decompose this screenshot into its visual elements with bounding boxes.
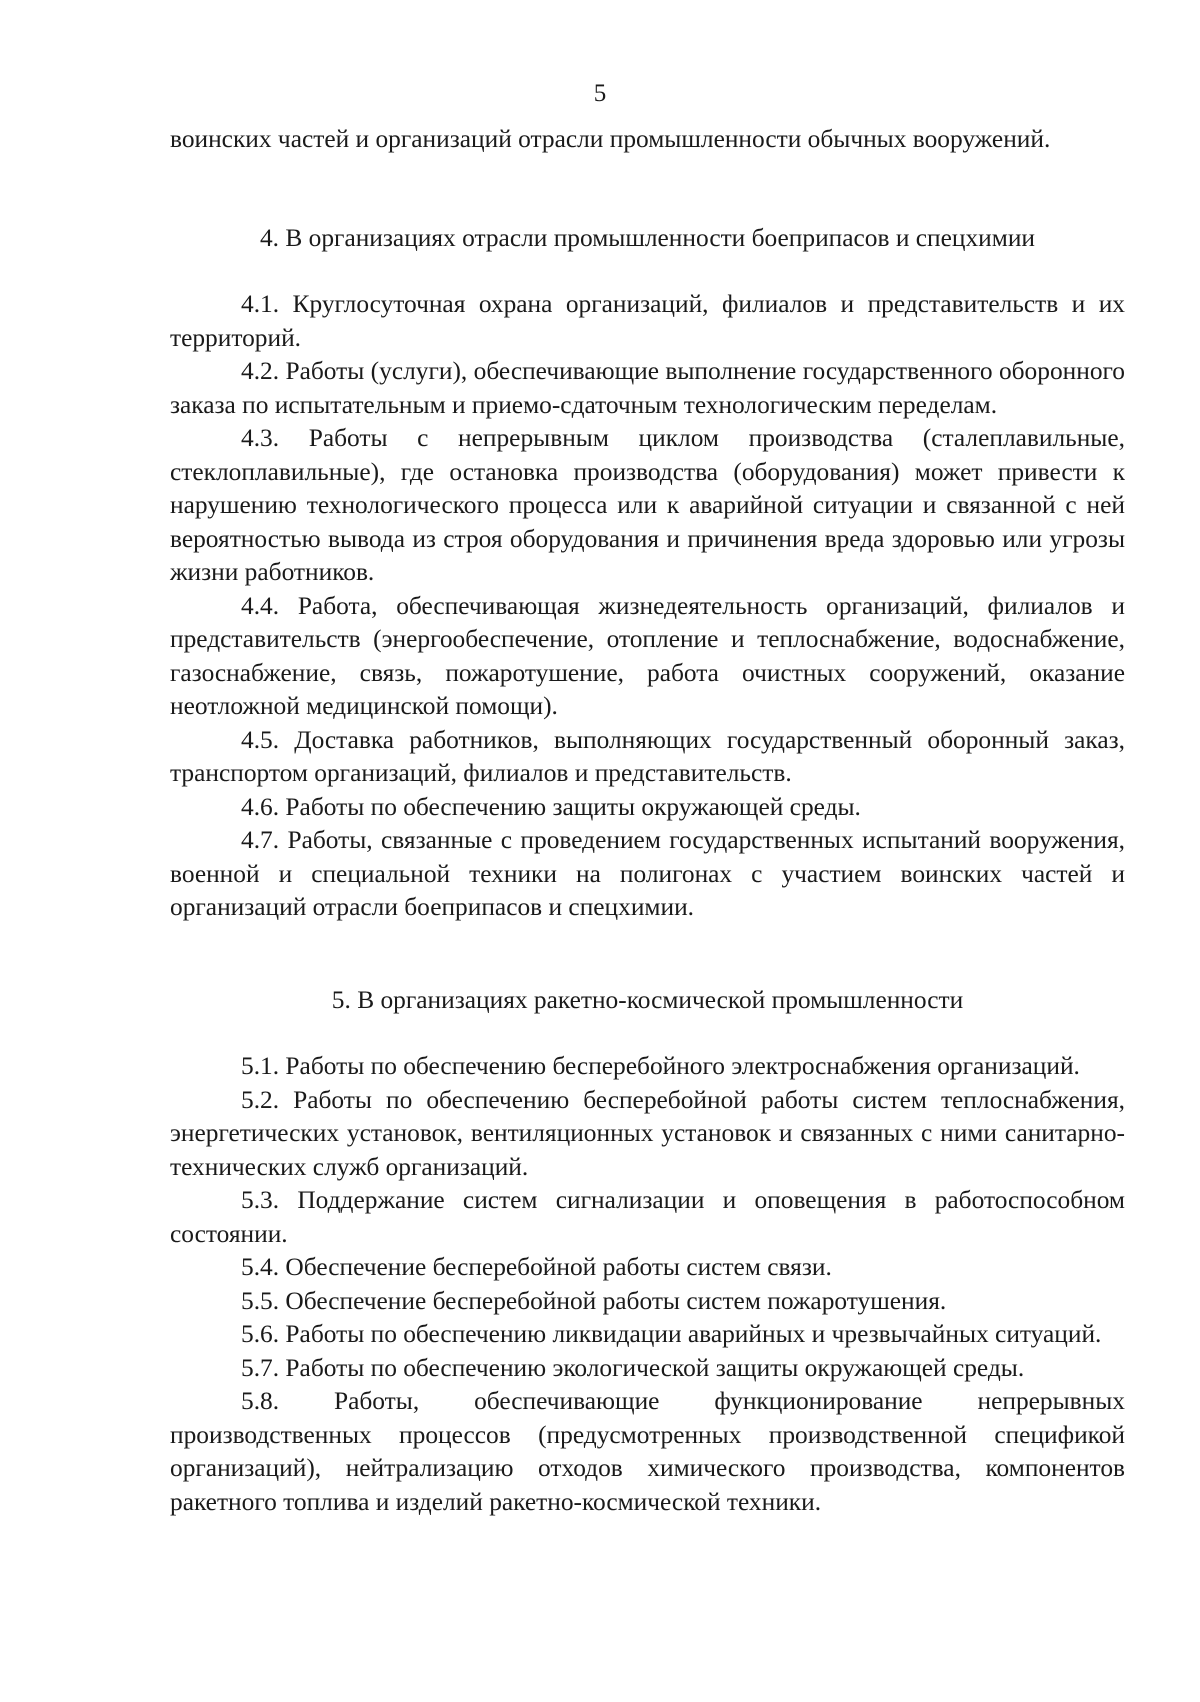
item-4-7: 4.7. Работы, связанные с проведением государственных испытаний вооружения, военной и специальной техники на полигонах с участием воинских частей и организаций отрасли боеприпасов и спецхимии.	[170, 826, 1125, 921]
item-4-6: 4.6. Работы по обеспечению защиты окружающей среды.	[241, 792, 861, 821]
intro-continuation-block	[170, 123, 1125, 157]
item-4-4: 4.4. Работа, обеспечивающая жизнедеятельность организаций, филиалов и представительств (энергообеспечение, отопление и теплоснабжение, водоснабжение, газоснабжение, связь, пожаротушение, работа очистных сооружений, оказание неотложной медицинской помощи).	[170, 591, 1125, 720]
item-4-5: 4.5. Доставка работников, выполняющих государственный оборонный заказ, транспортом организаций, филиалов и представительств.	[170, 725, 1125, 787]
item-5-4: 5.4. Обеспечение бесперебойной работы систем связи.	[241, 1253, 832, 1281]
item-5-3: 5.3. Поддержание систем сигнализации и оповещения в работоспособном состоянии.	[170, 1186, 1125, 1248]
item-5-1: 5.1. Работы по обеспечению бесперебойного электроснабжения организаций.	[241, 1052, 1080, 1080]
item-5-7: 5.7. Работы по обеспечению экологической защиты окружающей среды.	[241, 1353, 1025, 1382]
item-4-1: 4.1. Круглосуточная охрана организаций, филиалов и представительств и их территорий.	[170, 290, 1125, 352]
item-5-6: 5.6. Работы по обеспечению ликвидации аварийных и чрезвычайных ситуаций.	[241, 1320, 1102, 1348]
item-4-2: 4.2. Работы (услуги), обеспечивающие выполнение государственного оборонного заказа по испытательным и приемо-сдаточным технологическим переделам.	[170, 357, 1125, 419]
section-4-heading: 4. В организациях отрасли промышленности боеприпасов и спецхимии	[259, 224, 1036, 252]
section-5-heading: 5. В организациях ракетно-космической промышленности	[331, 986, 964, 1014]
continuation-paragraph: воинских частей и организаций отрасли промышленности обычных вооружений.	[170, 125, 1051, 153]
item-5-2: 5.2. Работы по обеспечению бесперебойной работы систем теплоснабжения, энергетических установок, вентиляционных установок и связанных с ними санитарно-технических служб организаций.	[170, 1085, 1125, 1181]
section-4-items	[170, 288, 1125, 925]
item-4-3: 4.3. Работы с непрерывным циклом производства (сталеплавильные, стеклоплавильные), где остановка производства (оборудования) может привести к нарушению технологического процесса или к аварийной ситуации и связанной с ней вероятностью вывода из строя оборудования и причинения вреда здоровью или угрозы жизни работников.	[170, 424, 1125, 586]
page-number: 5	[593, 80, 607, 107]
item-5-5: 5.5. Обеспечение бесперебойной работы систем пожаротушения.	[241, 1286, 947, 1315]
section-5-items	[170, 1050, 1125, 1519]
item-5-8: 5.8. Работы, обеспечивающие функционирование непрерывных производственных процессов (предусмотренных производственной спецификой организаций), нейтрализацию отходов химического производства, компонентов ракетного топлива и изделий ракетно-космической техники.	[170, 1387, 1125, 1516]
